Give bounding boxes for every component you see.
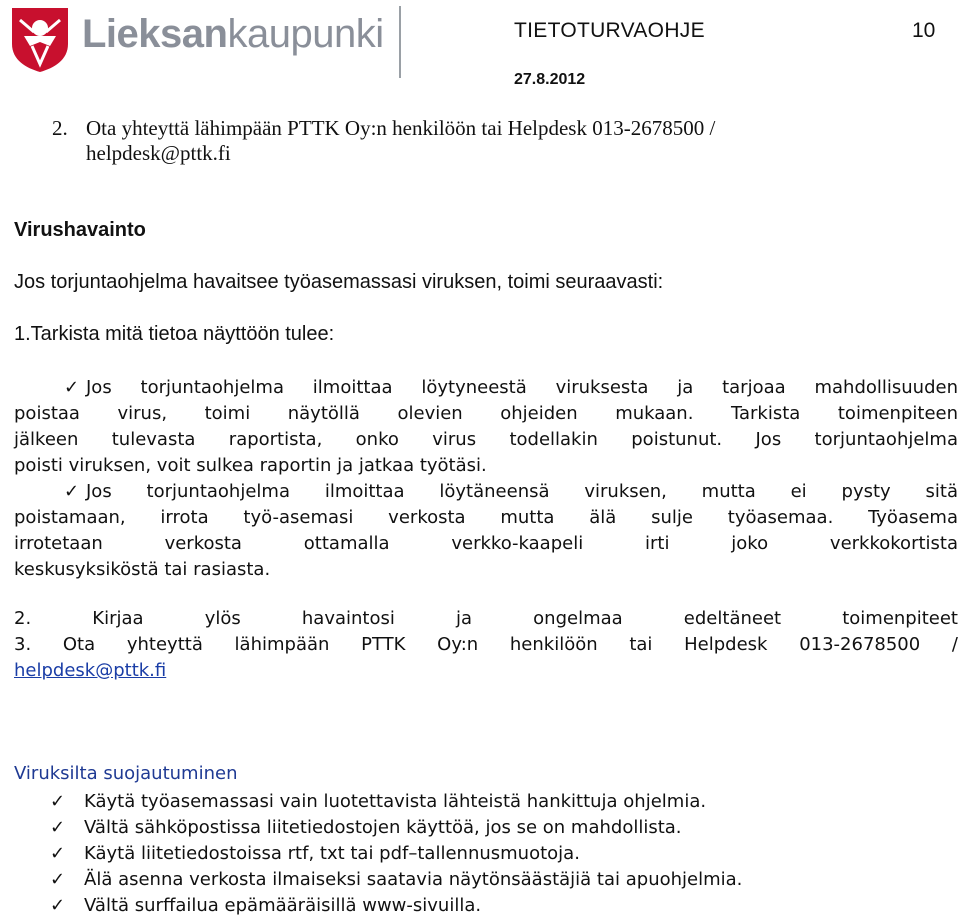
step-2: 2. Kirjaa ylös havaintosi ja ongelmaa edeltäneet toimenpiteet	[14, 608, 958, 629]
checkmark-icon: ✓	[50, 817, 66, 838]
checkmark-icon: ✓	[50, 869, 66, 890]
check-bullet-list	[14, 375, 958, 583]
bullet-line: poistamaan, irrota työ-asemasi verkosta mutta älä sulje työasemaa. Työasema	[14, 507, 958, 528]
steps-2-3	[14, 606, 958, 684]
protection-heading: Viruksilta suojautuminen	[14, 763, 238, 784]
bullet-line: jälkeen tulevasta raportista, onko virus todellakin poistunut. Jos torjuntaohjelma	[14, 429, 958, 450]
intro-paragraph: Jos torjuntaohjelma havaitsee työasemassasi viruksen, toimi seuraavasti:	[14, 271, 664, 293]
list-item-text: Vältä sähköpostissa liitetiedostojen käyttöä, jos se on mahdollista.	[84, 817, 682, 838]
helpdesk-email-link[interactable]: helpdesk@pttk.fi	[14, 660, 167, 681]
page-number: 10	[912, 19, 936, 42]
city-logo-text: Lieksankaupunki	[82, 12, 384, 56]
list-item	[14, 789, 958, 815]
checkmark-icon: ✓	[50, 843, 66, 864]
document-title: TIETOTURVAOHJE	[514, 19, 705, 42]
list-item-text: Käytä työasemassasi vain luotettavista lähteistä hankittuja ohjelmia.	[84, 791, 707, 812]
list-number: 2.	[52, 116, 68, 140]
bullet-line: poisti viruksen, voit sulkea raportin ja jatkaa työtäsi.	[14, 455, 487, 476]
checkmark-icon: ✓	[50, 895, 66, 916]
list-item-text: Vältä surffailua epämääräisillä www-sivuilla.	[84, 895, 482, 916]
step-1: 1.Tarkista mitä tietoa näyttöön tulee:	[14, 323, 335, 345]
list-item-continuation: helpdesk@pttk.fi	[86, 141, 231, 165]
checkmark-icon: ✓	[64, 481, 80, 502]
header-divider	[399, 6, 401, 78]
bullet-line: keskusyksiköstä tai rasiasta.	[14, 559, 271, 580]
list-item	[14, 841, 958, 867]
previous-list-item	[52, 115, 932, 141]
checkmark-icon: ✓	[50, 791, 66, 812]
list-item	[14, 815, 958, 841]
list-item-text: Ota yhteyttä lähimpään PTTK Oy:n henkilöön tai Helpdesk 013-2678500 /	[86, 116, 716, 140]
list-item	[14, 479, 958, 583]
list-item-text: Älä asenna verkosta ilmaiseksi saatavia näytönsäästäjiä tai apuohjelmia.	[84, 869, 743, 890]
step-3: 3. Ota yhteyttä lähimpään PTTK Oy:n henkilöön tai Helpdesk 013-2678500 /	[14, 634, 958, 655]
list-item	[14, 893, 958, 919]
list-item-text: Käytä liitetiedostoissa rtf, txt tai pdf–tallennusmuotoja.	[84, 843, 580, 864]
protection-list	[14, 789, 958, 919]
bullet-line: Jos torjuntaohjelma ilmoittaa löytäneensä viruksen, mutta ei pysty sitä	[86, 481, 958, 502]
bullet-line: Jos torjuntaohjelma ilmoittaa löytyneestä viruksesta ja tarjoaa mahdollisuuden	[86, 377, 958, 398]
document-date: 27.8.2012	[514, 71, 586, 88]
checkmark-icon: ✓	[64, 377, 80, 398]
city-coat-of-arms-logo	[10, 6, 70, 74]
list-item	[14, 867, 958, 893]
list-item	[14, 375, 958, 479]
section-heading: Virushavainto	[14, 219, 146, 241]
bullet-line: irrotetaan verkosta ottamalla verkko-kaapeli irti joko verkkokortista	[14, 533, 958, 554]
bullet-line: poistaa virus, toimi näytöllä olevien ohjeiden mukaan. Tarkista toimenpiteen	[14, 403, 958, 424]
